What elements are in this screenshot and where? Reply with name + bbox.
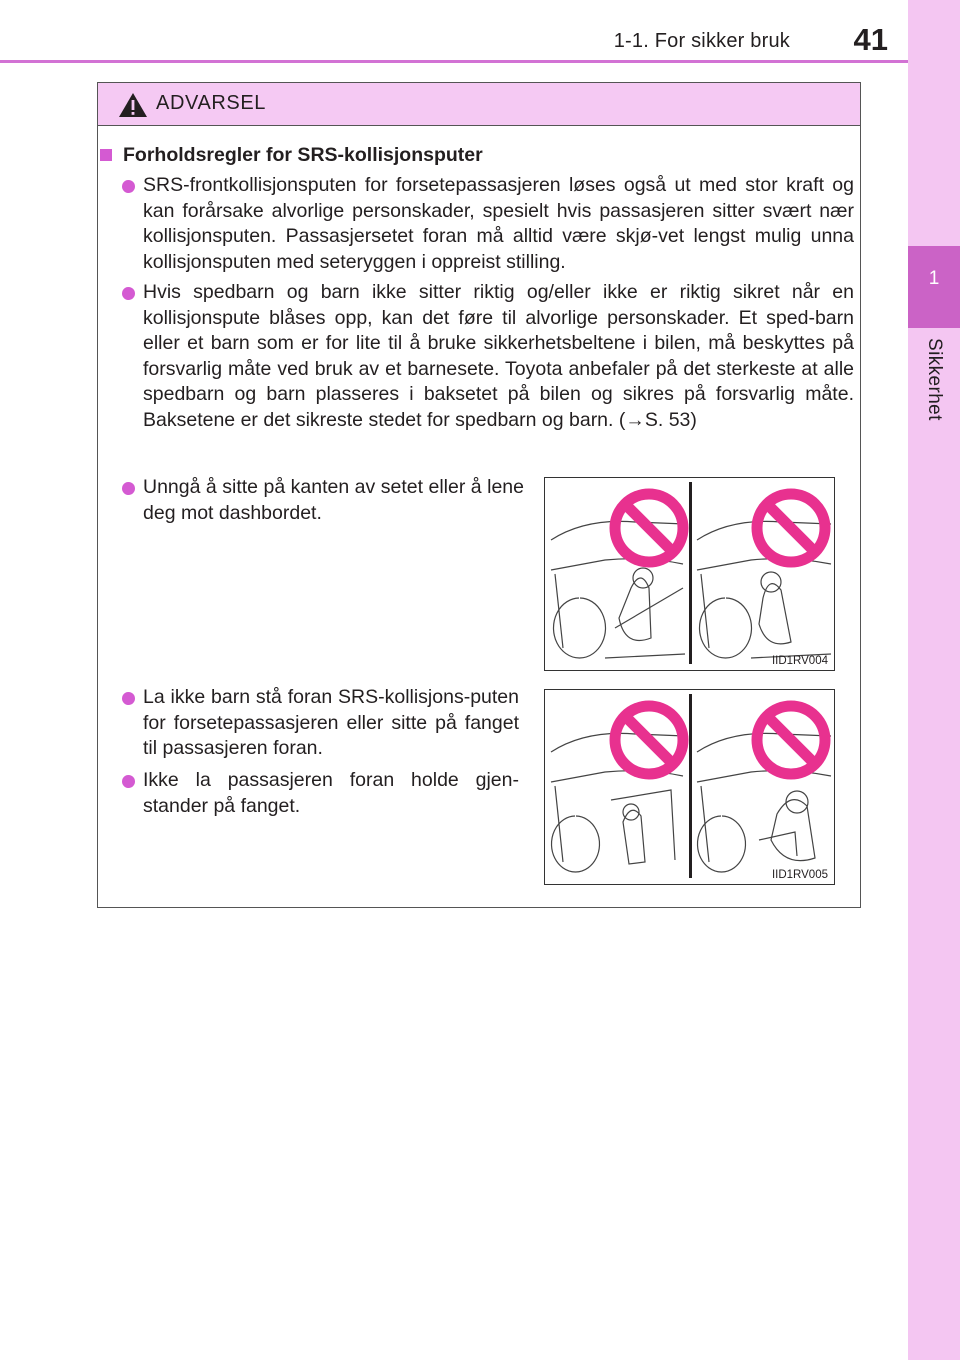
section-heading-text: Forholdsregler for SRS-kollisjonsputer bbox=[123, 144, 483, 166]
chapter-number-block bbox=[908, 246, 960, 328]
illustration-child-standing-front bbox=[544, 689, 835, 885]
bullet-item bbox=[143, 475, 524, 526]
bullet-item bbox=[143, 280, 854, 434]
bullet-dot-icon bbox=[122, 692, 135, 705]
page-number: 41 bbox=[853, 22, 888, 57]
warning-title: ADVARSEL bbox=[156, 92, 267, 114]
illustration-drawing bbox=[545, 478, 835, 671]
bullet-dot-icon bbox=[122, 775, 135, 788]
illustration-code: IID1RV005 bbox=[771, 869, 828, 881]
chapter-label-block bbox=[908, 334, 960, 454]
running-header-section: 1-1. For sikker bruk bbox=[613, 30, 790, 52]
bullet-text: Unngå å sitte på kanten av setet eller å lene deg mot dashbordet. bbox=[143, 476, 524, 524]
bullet-item bbox=[143, 173, 854, 275]
bullet-text: Ikke la passasjeren foran holde gjen-stander på fanget. bbox=[143, 769, 519, 817]
chapter-number: 1 bbox=[928, 268, 940, 289]
chapter-label: Sikkerhet bbox=[924, 338, 945, 421]
bullet-item bbox=[143, 685, 519, 762]
prohibition-sign-icon bbox=[615, 494, 683, 562]
illustration-code: IID1RV004 bbox=[771, 655, 828, 667]
bullet-item bbox=[143, 768, 519, 819]
warning-header bbox=[98, 83, 860, 126]
section-heading bbox=[100, 144, 483, 167]
bullet-text: SRS-frontkollisjonsputen for forsetepassasjeren løses også ut med stor kraft og kan forårsake alvorlige personskader, spesielt hvis passasjeren sitter svært nær kollisjonsputen. Passasjersetet foran må alltid være skjø-vet lengst mulig unna kollisjonsputen med seteryggen i oppreist stilling. bbox=[143, 174, 854, 273]
bullet-text: Hvis spedbarn og barn ikke sitter riktig og/eller ikke er riktig sikret når en kollisjonspute blåses opp, kan det føre til alvorlige personskader. Et sped-barn eller et barn som er for lite til å bruke sikkerhetsbeltene i bilen, må beskyttes på forsvarlig måte ved bruk av et barnesete. Toyota anbefaler på det sterkeste at alle spedbarn og barn plasseres i baksetet på bilen og sikres på forsvarlig måte. Baksetene er det sikreste stedet for spedbarn og barn. (→S. 53) bbox=[143, 281, 854, 431]
prohibition-sign-icon bbox=[615, 706, 683, 774]
bullet-dot-icon bbox=[122, 482, 135, 495]
prohibition-sign-icon bbox=[757, 494, 825, 562]
warning-triangle-icon bbox=[118, 92, 148, 118]
illustration-sitting-on-seat-edge bbox=[544, 477, 835, 671]
bullet-dot-icon bbox=[122, 287, 135, 300]
bullet-dot-icon bbox=[122, 180, 135, 193]
prohibition-sign-icon bbox=[757, 706, 825, 774]
bullet-text: La ikke barn stå foran SRS-kollisjons-puten for forsetepassasjeren eller sitte på fanget til passasjeren foran. bbox=[143, 686, 519, 760]
chapter-side-tab bbox=[908, 0, 960, 1360]
header-rule bbox=[0, 60, 908, 63]
illustration-drawing bbox=[545, 690, 835, 885]
